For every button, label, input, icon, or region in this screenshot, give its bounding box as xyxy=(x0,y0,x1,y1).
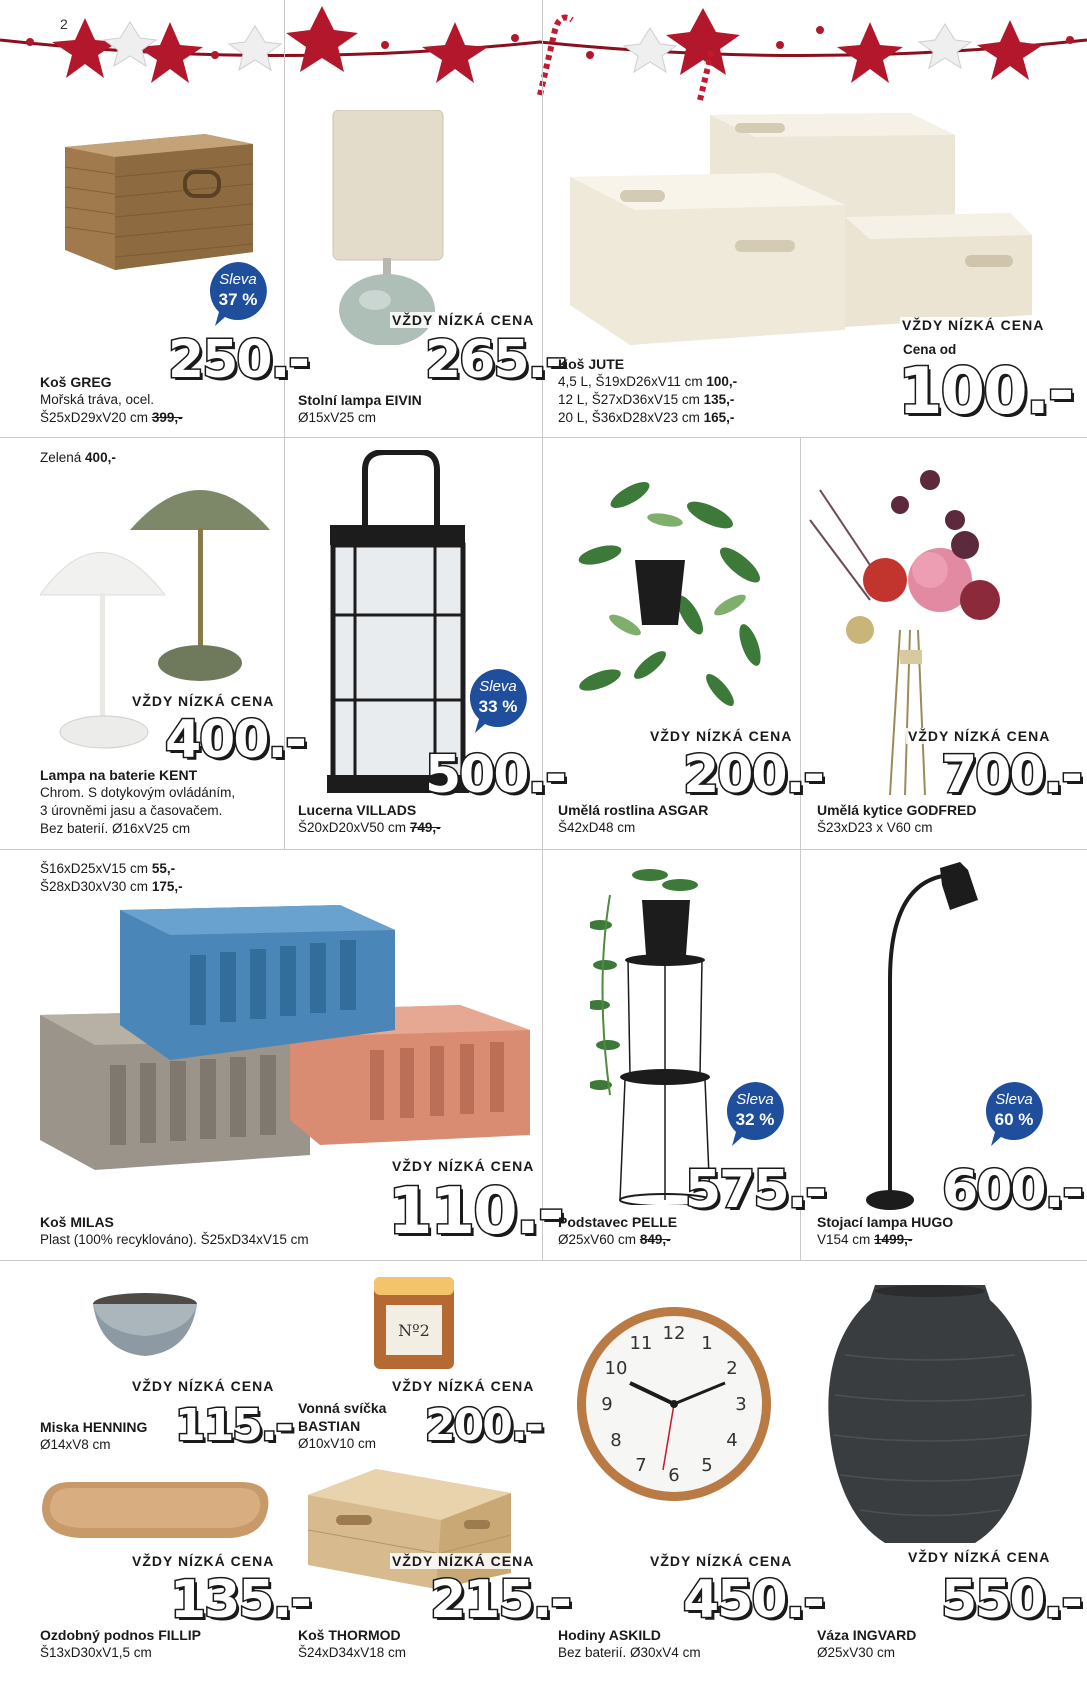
candle-label-text: Nº2 xyxy=(398,1321,430,1340)
product-name: Váza INGVARD xyxy=(817,1627,917,1643)
product-name: Vonná svíčka xyxy=(298,1400,387,1416)
always-low-price-tag: VŽDY NÍZKÁ CENA xyxy=(132,1553,275,1569)
old-price: 749,- xyxy=(409,820,441,835)
product-dimensions: V154 cm xyxy=(817,1232,871,1247)
grid-line xyxy=(0,849,1087,850)
clock-number: 4 xyxy=(726,1430,738,1451)
clock-number: 3 xyxy=(735,1394,747,1415)
crates-image xyxy=(40,900,530,1180)
price: 100.- xyxy=(898,355,1073,429)
product-info xyxy=(40,1418,190,1454)
price: 135.- xyxy=(170,1570,310,1630)
variant-price: 100,- xyxy=(706,374,738,389)
price: 500.- xyxy=(425,745,565,805)
product-name: Umělá rostlina ASGAR xyxy=(558,802,709,818)
price: 115.- xyxy=(175,1400,292,1451)
always-low-price-tag: VŽDY NÍZKÁ CENA xyxy=(908,728,1051,744)
sale-label: Sleva xyxy=(479,678,517,695)
product-info xyxy=(817,1213,1067,1249)
clock-number: 8 xyxy=(610,1430,622,1451)
product-info xyxy=(40,1626,290,1662)
always-low-price-tag: VŽDY NÍZKÁ CENA xyxy=(392,1553,535,1569)
variant-list xyxy=(40,860,183,896)
variant-size: 12 L, Š27xD36xV15 cm xyxy=(558,392,700,407)
sale-label: Sleva xyxy=(995,1091,1033,1108)
product-name-cont: BASTIAN xyxy=(298,1418,361,1434)
plant-stand-image xyxy=(590,865,730,1205)
product-name: Hodiny ASKILD xyxy=(558,1627,661,1643)
product-info xyxy=(298,391,538,427)
always-low-price-tag: VŽDY NÍZKÁ CENA xyxy=(392,1158,535,1174)
product-info xyxy=(298,1626,538,1662)
product-dimensions: Š25xD29xV20 cm xyxy=(40,410,149,425)
product-dimensions: Bez baterií. Ø30xV4 cm xyxy=(558,1645,701,1660)
sale-label: Sleva xyxy=(219,271,257,288)
product-info xyxy=(558,801,798,837)
price: 250.- xyxy=(168,330,308,390)
old-price: 399,- xyxy=(151,410,183,425)
product-dimensions: Š13xD30xV1,5 cm xyxy=(40,1645,152,1660)
price: 550.- xyxy=(941,1570,1081,1630)
product-name: Koš JUTE xyxy=(558,356,625,372)
product-dimensions: Š24xD34xV18 cm xyxy=(298,1645,407,1660)
sale-percent: 33 % xyxy=(478,697,518,716)
product-info xyxy=(558,355,858,427)
product-info xyxy=(558,1626,798,1662)
christmas-garland xyxy=(0,0,1087,110)
product-info xyxy=(298,801,538,837)
product-info xyxy=(817,1626,1067,1662)
product-name: Lucerna VILLADS xyxy=(298,802,417,818)
always-low-price-tag: VŽDY NÍZKÁ CENA xyxy=(392,312,535,328)
bowl-image xyxy=(90,1292,200,1360)
price: 400.- xyxy=(165,710,305,770)
product-dimensions: Ø25xV30 cm xyxy=(817,1645,896,1660)
price: 600.- xyxy=(942,1160,1082,1220)
product-info xyxy=(40,1213,380,1249)
always-low-price-tag: VŽDY NÍZKÁ CENA xyxy=(650,728,793,744)
product-name: Stojací lampa HUGO xyxy=(817,1214,954,1230)
product-dimensions: Š42xD48 cm xyxy=(558,820,636,835)
artificial-plant-image xyxy=(570,465,780,720)
product-info xyxy=(298,1399,428,1453)
scented-candle-image xyxy=(372,1273,456,1373)
clock-number: 6 xyxy=(668,1465,680,1486)
page-number: 2 xyxy=(60,16,68,32)
price: 575.- xyxy=(685,1160,825,1220)
variant-price: 135,- xyxy=(703,392,735,407)
product-name: Umělá kytice GODFRED xyxy=(817,802,977,818)
always-low-price-tag: VŽDY NÍZKÁ CENA xyxy=(902,317,1045,333)
clock-number: 2 xyxy=(726,1358,738,1379)
grid-line xyxy=(542,0,543,1260)
sale-badge xyxy=(983,1080,1045,1146)
vase-image xyxy=(825,1285,1035,1545)
variant-size: Š28xD30xV30 cm xyxy=(40,879,149,894)
always-low-price-tag: VŽDY NÍZKÁ CENA xyxy=(132,1378,275,1394)
product-dimensions: Ø14xV8 cm xyxy=(40,1437,111,1452)
always-low-price-tag: VŽDY NÍZKÁ CENA xyxy=(132,693,275,709)
price: 700.- xyxy=(941,745,1081,805)
sale-label: Sleva xyxy=(736,1091,774,1108)
variant-size: 4,5 L, Š19xD26xV11 cm xyxy=(558,374,703,389)
product-dimensions: Ø10xV10 cm xyxy=(298,1436,377,1451)
product-dimensions: Š20xD20xV50 cm xyxy=(298,820,407,835)
product-info xyxy=(40,373,280,427)
product-name: Koš THORMOD xyxy=(298,1627,401,1643)
product-name: Stolní lampa EIVIN xyxy=(298,392,422,408)
price-from-label: Cena od xyxy=(903,342,957,357)
old-price: 1499,- xyxy=(874,1232,913,1247)
product-desc-line: Bez baterií. Ø16xV25 cm xyxy=(40,821,191,836)
sale-percent: 32 % xyxy=(735,1110,775,1129)
variant-price: 400,- xyxy=(85,450,116,465)
sale-percent: 37 % xyxy=(218,290,258,309)
product-name: Koš MILAS xyxy=(40,1214,114,1230)
product-desc-line: Chrom. S dotykovým ovládáním, xyxy=(40,785,236,800)
product-dimensions: Ø25xV60 cm xyxy=(558,1232,637,1247)
variant-price: 165,- xyxy=(703,410,735,425)
sale-badge xyxy=(724,1080,786,1146)
clock-number: 10 xyxy=(604,1358,628,1379)
product-dimensions: Ø15xV25 cm xyxy=(298,410,377,425)
product-info xyxy=(817,801,1067,837)
clock-number: 5 xyxy=(701,1455,713,1476)
lantern-image xyxy=(325,450,470,795)
wicker-basket-image xyxy=(55,122,255,272)
sale-badge xyxy=(467,667,529,733)
clock-number: 7 xyxy=(635,1455,647,1476)
product-info xyxy=(558,1213,798,1249)
variant-color: Zelená xyxy=(40,450,82,465)
price: 200.- xyxy=(683,745,823,805)
price: 110.- xyxy=(388,1175,563,1249)
product-info xyxy=(40,766,290,838)
clock-number: 1 xyxy=(701,1333,713,1354)
grid-line xyxy=(0,1260,1087,1261)
price: 215.- xyxy=(430,1570,570,1630)
product-name: Ozdobný podnos FILLIP xyxy=(40,1627,201,1643)
old-price: 849,- xyxy=(639,1232,671,1247)
always-low-price-tag: VŽDY NÍZKÁ CENA xyxy=(908,1549,1051,1565)
wall-clock-image xyxy=(575,1305,773,1503)
product-name: Lampa na baterie KENT xyxy=(40,767,198,783)
variant-size: 20 L, Š36xD28xV23 cm xyxy=(558,410,700,425)
jute-baskets-image xyxy=(570,105,1040,350)
product-dimensions: Š23xD23 x V60 cm xyxy=(817,820,933,835)
variant-price: 55,- xyxy=(151,861,176,876)
clock-number: 11 xyxy=(629,1333,653,1354)
sale-badge xyxy=(207,260,269,326)
price: 450.- xyxy=(683,1570,823,1630)
variant-size: Š16xD25xV15 cm xyxy=(40,861,149,876)
product-desc-line: 3 úrovněmi jasu a časovačem. xyxy=(40,803,223,818)
price: 265.- xyxy=(425,330,565,390)
always-low-price-tag: VŽDY NÍZKÁ CENA xyxy=(650,1553,793,1569)
clock-number: 9 xyxy=(601,1394,613,1415)
product-name: Miska HENNING xyxy=(40,1419,148,1435)
price: 200.- xyxy=(425,1400,542,1451)
product-material: Mořská tráva, ocel. xyxy=(40,392,155,407)
product-name: Koš GREG xyxy=(40,374,112,390)
variant-price: 175,- xyxy=(151,879,183,894)
table-lamp-image xyxy=(325,110,465,345)
sale-percent: 60 % xyxy=(994,1110,1034,1129)
wooden-tray-image xyxy=(40,1480,272,1540)
always-low-price-tag: VŽDY NÍZKÁ CENA xyxy=(392,1378,535,1394)
clock-number: 12 xyxy=(662,1323,686,1344)
product-name: Podstavec PELLE xyxy=(558,1214,678,1230)
grid-line xyxy=(0,437,1087,438)
product-desc-line: Plast (100% recyklováno). Š25xD34xV15 cm xyxy=(40,1232,309,1247)
